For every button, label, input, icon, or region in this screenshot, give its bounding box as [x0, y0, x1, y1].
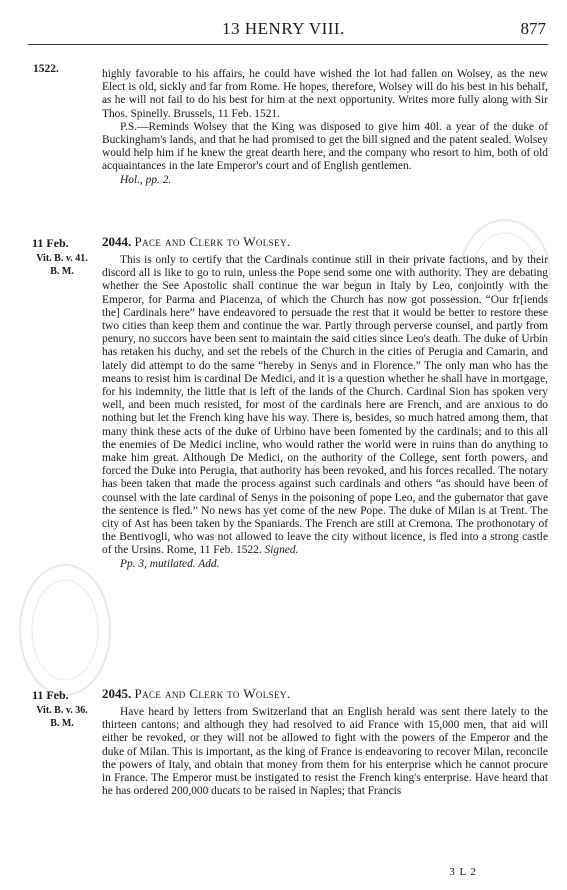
entry-2044-ref: [32, 252, 92, 278]
entry-2045-ref-manuscript: Vit. B. v. 36.: [36, 705, 88, 716]
entry-2044-letter: This is only to certify that the Cardinals continue still in their private factions, and by their discord all is like to go to ruin, unless the Pope send some one with authority. They are debating whether the See Apostolic shall continue the war begun in Italy by Leo, conjointly with the Emperor, for Parma and Piacenza, of which the Church has now got possession. “Our fr[iends the] Cardinals here” have endeavored to persuade the rest that it would be better to restore these two cities than keep them and continue the war. Partly through perverse counsel, and partly from penury, no succors have been sent to maintain the said cities since Leo's death. The duke of Urbin has retaken his duchy, and set the rebels of the Church in the cities of Perugia and Camarin, and lately did attempt to do the same “hereby in Senys and in Florence.” The only man who has the means to resist him is cardinal De Medici, and it is a question whether he shall have in mortgage, for his indemnity, the little that is left of the lands of the Church. Cardinal Sion has spoken very well, and been much resisted, for most of the cardinals here are French, and are anxious to do nothing but let the French king have his way. There is, besides, so much hatred among them, that many think these acts of the duke of Urbino have been fomented by the cardinals; and to this all the enemies of De Medici incline, who would rather the world were in ruins than do anything to make him great. Although De Medici, on the authority of the College, sent forth powers, and forced the Duke into Perugia, that authority has been revoked, and his forces recalled. The notary has been taken that made the process against such cardinals and others “as should have been of counsel with the late cardinal of Senys in the poisoning of pope Leo, and the gubernator that gave the sentence is fled.” No news has yet come of the new Pope. The duke of Milan is at Trent. The city of Ast has been taken by the Spaniards. The French are still at Cremona. The prothonotary of the Bentivogli, who was not allowed to leave the city without licence, is fled into a strong castle of the Ursins. Rome, 11 Feb. 1522.: [102, 254, 548, 557]
entry-2045-title: Pace and Clerk to Wolsey.: [134, 686, 291, 701]
entry-2044-text: [102, 254, 548, 558]
intro-paragraph-1: highly favorable to his affairs, he could have wished the lot had fallen on Wolsey, as the new Elect is old, sickly and far from Rome. He hopes, therefore, Wolsey will do his best in his behalf, as he will not fail to do his best for him at the next opportunity. Writes more fully along with Sir Thos. Spinelly. Brussels, 11 Feb. 1521.: [102, 68, 548, 120]
entry-2044-heading: [102, 234, 291, 250]
entry-2044-signed: Signed.: [264, 544, 299, 557]
intro-postscript: P.S.—Reminds Wolsey that the King was disposed to give him 40l. a year of the duke of Buckingham's lands, and that he had promised to get the bill signed and the patent sealed. Wolsey would help him if he knew the great dearth here, and the company who resort to him, both of old acquaintances in the late Emperor's court and of English gentlemen.: [102, 120, 548, 173]
margin-year: 1522.: [33, 63, 59, 75]
entry-2045-ref-library: B. M.: [50, 718, 74, 729]
running-head: 13 HENRY VIII.: [222, 19, 345, 38]
entry-2044-ref-manuscript: Vit. B. v. 41.: [36, 253, 88, 264]
entry-2045-heading: [102, 686, 291, 702]
entry-2044-number: 2044.: [102, 234, 132, 249]
entry-2044-ref-library: B. M.: [50, 266, 74, 277]
entry-2045-text: Have heard by letters from Switzerland that an English herald was sent there lately to the thirteen cantons; and although they had resolved to aid France with 15,000 men, that aid will either be revoked, or they will not be allowed to fight with the powers of the Emperor and the duke of Milan. This is important, as the king of France is endeavoring to recover Milan, reconcile the powers of Italy, and obtain that money from them for his enterprise which he cannot procure in France. The Emperor must be instigated to resist the French king's enterprise. Have heard that he has ordered 200,000 ducats to be raised in Naples; that Francis: [102, 706, 548, 798]
intro-block: [102, 68, 548, 187]
entry-2044-body: [102, 254, 548, 571]
header-rule: [28, 44, 548, 45]
entry-2045-body: [102, 706, 548, 798]
signature-mark: 3 L 2: [449, 866, 477, 878]
entry-2045-date: 11 Feb.: [32, 688, 69, 702]
entry-2044-note: Pp. 3, mutilated. Add.: [120, 557, 220, 570]
entry-2044-title: Pace and Clerk to Wolsey.: [134, 234, 291, 249]
entry-2045-number: 2045.: [102, 686, 132, 701]
entry-2044-date: 11 Feb.: [32, 236, 69, 250]
intro-note: Hol., pp. 2.: [120, 173, 172, 186]
page-number: 877: [520, 19, 546, 38]
library-stamp-left: [15, 560, 115, 700]
entry-2045-ref: [32, 704, 92, 730]
